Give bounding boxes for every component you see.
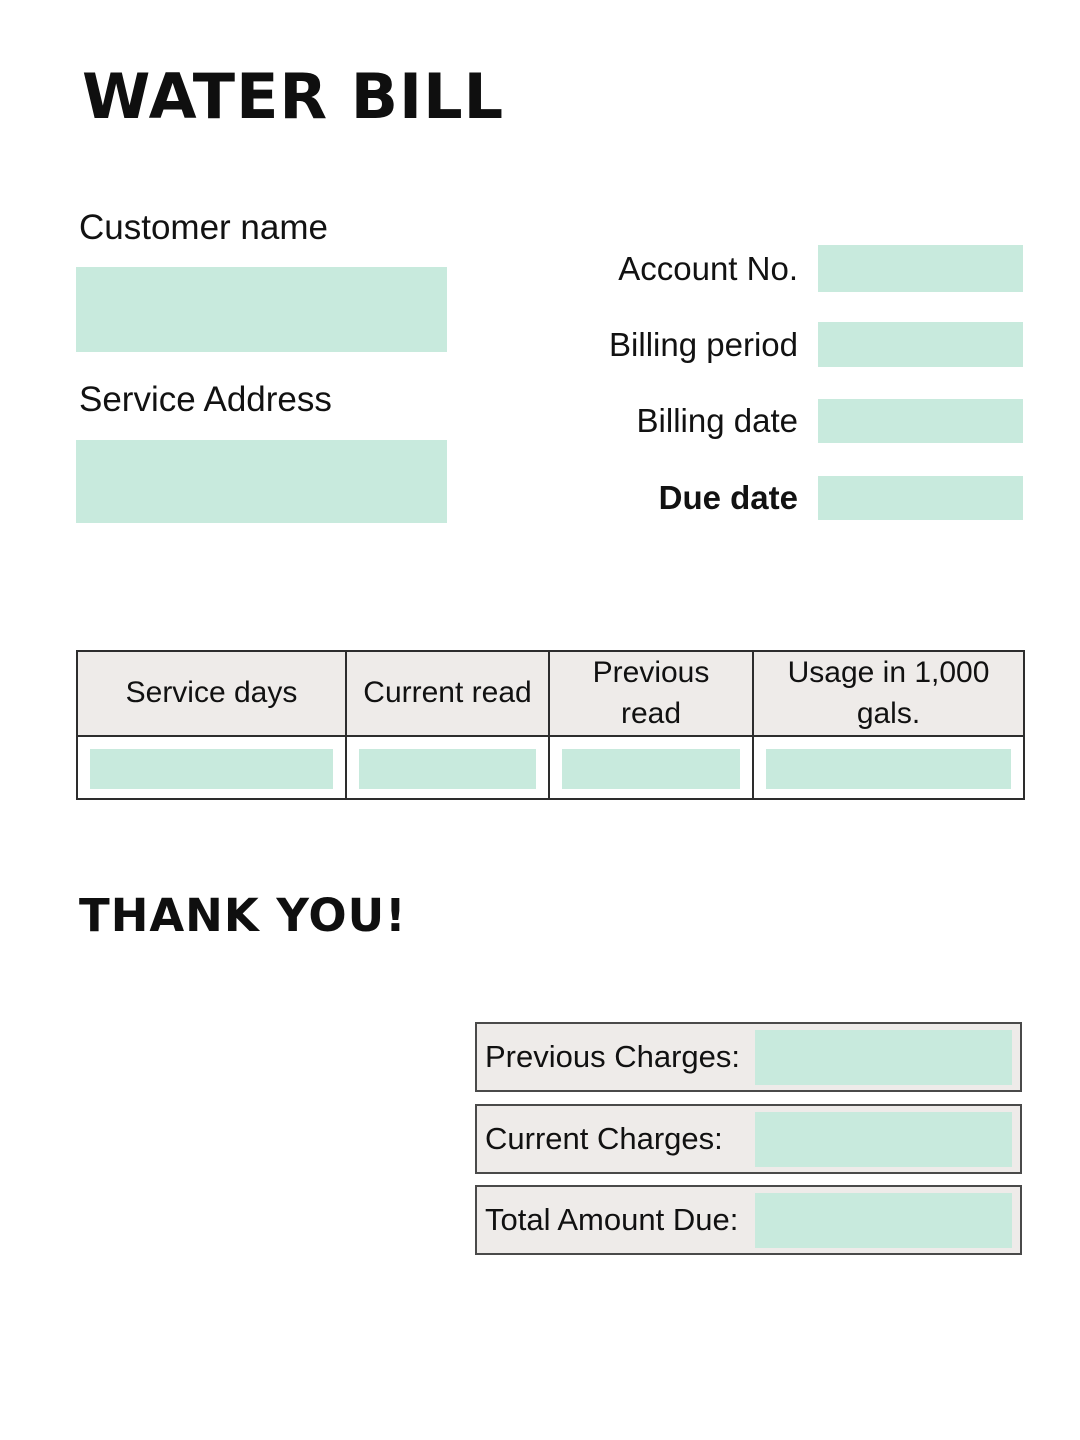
previous-charges-field[interactable] (755, 1030, 1012, 1085)
cell-usage-gals (753, 736, 1024, 799)
usage-gals-field[interactable] (766, 749, 1011, 789)
previous-charges-label: Previous Charges: (485, 1039, 741, 1074)
account-no-field[interactable] (818, 245, 1023, 292)
header-usage-gals: Usage in 1,000 gals. (753, 651, 1024, 736)
billing-date-label: Billing date (636, 402, 798, 439)
billing-period-label: Billing period (609, 325, 798, 363)
previous-read-field[interactable] (562, 749, 740, 789)
billing-period-field[interactable] (818, 322, 1023, 367)
due-date-label: Due date (658, 479, 798, 516)
previous-charges-row (475, 1022, 1022, 1092)
usage-table-header-row (77, 651, 1024, 736)
cell-service-days (77, 736, 346, 799)
current-charges-field[interactable] (755, 1112, 1012, 1167)
usage-table (76, 650, 1025, 800)
due-date-field[interactable] (818, 476, 1023, 520)
cell-current-read (346, 736, 549, 799)
thank-you-text: THANK YOU! (79, 889, 407, 942)
account-no-label: Account No. (618, 249, 798, 287)
current-charges-label: Current Charges: (485, 1121, 723, 1156)
service-address-field[interactable] (76, 440, 447, 523)
service-days-field[interactable] (90, 749, 333, 789)
billing-date-field[interactable] (818, 399, 1023, 443)
usage-table-row (77, 736, 1024, 799)
total-amount-due-field[interactable] (755, 1193, 1012, 1248)
page-title: WATER BILL (82, 60, 505, 133)
current-read-field[interactable] (359, 749, 536, 789)
header-current-read: Current read (346, 651, 549, 736)
header-previous-read: Previous read (549, 651, 753, 736)
customer-name-label: Customer name (79, 208, 328, 247)
service-address-label: Service Address (79, 380, 332, 419)
current-charges-row (475, 1104, 1022, 1174)
customer-name-field[interactable] (76, 267, 447, 352)
cell-previous-read (549, 736, 753, 799)
header-service-days: Service days (77, 651, 346, 736)
total-amount-due-row (475, 1185, 1022, 1255)
total-amount-due-label: Total Amount Due: (485, 1202, 739, 1237)
